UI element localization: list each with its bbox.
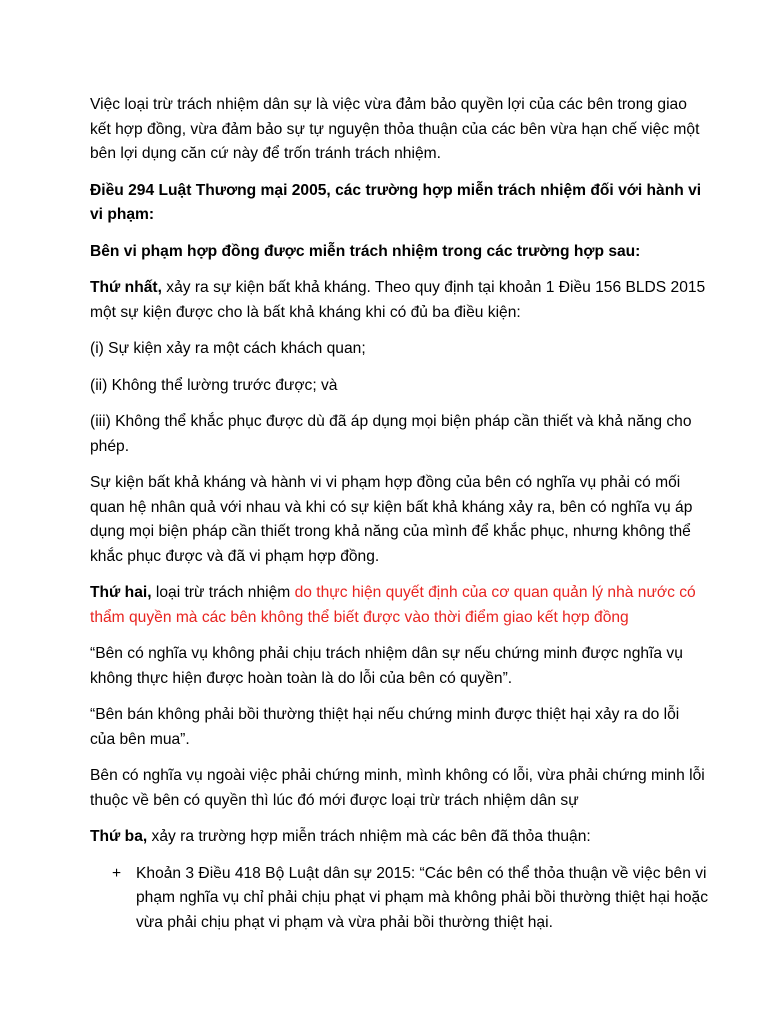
- second-case-text: loại trừ trách nhiệm: [151, 584, 295, 601]
- condition-iii: (iii) Không thể khắc phục được dù đã áp dụng mọi biện pháp cần thiết và khả năng cho phép.: [90, 413, 692, 455]
- third-case-text: xảy ra trường hợp miễn trách nhiệm mà các bên đã thỏa thuận:: [147, 828, 591, 845]
- third-case-paragraph: [90, 825, 708, 850]
- condition-i: (i) Sự kiện xảy ra một cách khách quan;: [90, 340, 366, 357]
- second-case-highlight: do thực hiện quyết định của cơ quan quản lý nhà nước có thẩm quyền mà các bên không thể biết được vào thời điểm giao kết hợp đồng: [90, 584, 696, 626]
- quote-obligor: “Bên có nghĩa vụ không phải chịu trách nhiệm dân sự nếu chứng minh được nghĩa vụ không thực hiện được hoàn toàn là do lỗi của bên có quyền”.: [90, 645, 683, 687]
- article-294-heading: Điều 294 Luật Thương mại 2005, các trường hợp miễn trách nhiệm đối với hành vi vi phạm:: [90, 181, 702, 223]
- exemption-cases-heading: Bên vi phạm hợp đồng được miễn trách nhiệm trong các trường hợp sau:: [90, 242, 641, 260]
- condition-ii: (ii) Không thể lường trước được; và: [90, 376, 338, 394]
- plus-bullet: +: [112, 864, 122, 882]
- first-case-paragraph: [90, 276, 708, 325]
- list-item: [90, 862, 708, 936]
- second-case-paragraph: [90, 581, 708, 630]
- quote-seller: “Bên bán không phải bồi thường thiệt hại nếu chứng minh được thiệt hại xảy ra do lỗi của bên mua”.: [90, 706, 680, 748]
- list-item-text: Khoản 3 Điều 418 Bộ Luật dân sự 2015: “Các bên có thể thỏa thuận về việc bên vi phạm nghĩa vụ chỉ phải chịu phạt vi phạm mà không phải bồi thường thiệt hại hoặc vừa phải chịu phạt vi phạm và vừa phải bồi thường thiệt hại.: [136, 864, 709, 931]
- first-case-label: Thứ nhất,: [90, 279, 162, 296]
- proof-paragraph: Bên có nghĩa vụ ngoài việc phải chứng minh, mình không có lỗi, vừa phải chứng minh lỗi thuộc về bên có quyền thì lúc đó mới được loại trừ trách nhiệm dân sự: [90, 767, 705, 809]
- causality-paragraph: Sự kiện bất khả kháng và hành vi vi phạm hợp đồng của bên có nghĩa vụ phải có mối quan hệ nhân quả với nhau và khi có sự kiện bất khả kháng xảy ra, bên có nghĩa vụ áp dụng mọi biện pháp cần thiết trong khả năng của mình để khắc phục, nhưng không thể khắc phục được và đã vi phạm hợp đồng.: [90, 474, 693, 565]
- agreement-list: [90, 862, 708, 936]
- second-case-label: Thứ hai,: [90, 584, 152, 601]
- third-case-label: Thứ ba,: [90, 828, 148, 845]
- first-case-text: xảy ra sự kiện bất khả kháng. Theo quy định tại khoản 1 Điều 156 BLDS 2015 một sự kiện được cho là bất khả kháng khi có đủ ba điều kiện:: [90, 279, 706, 321]
- intro-paragraph: Việc loại trừ trách nhiệm dân sự là việc vừa đảm bảo quyền lợi của các bên trong giao kết hợp đồng, vừa đảm bảo sự tự nguyện thỏa thuận của các bên vừa hạn chế việc một bên lợi dụng căn cứ này để trốn tránh trách nhiệm.: [90, 96, 700, 162]
